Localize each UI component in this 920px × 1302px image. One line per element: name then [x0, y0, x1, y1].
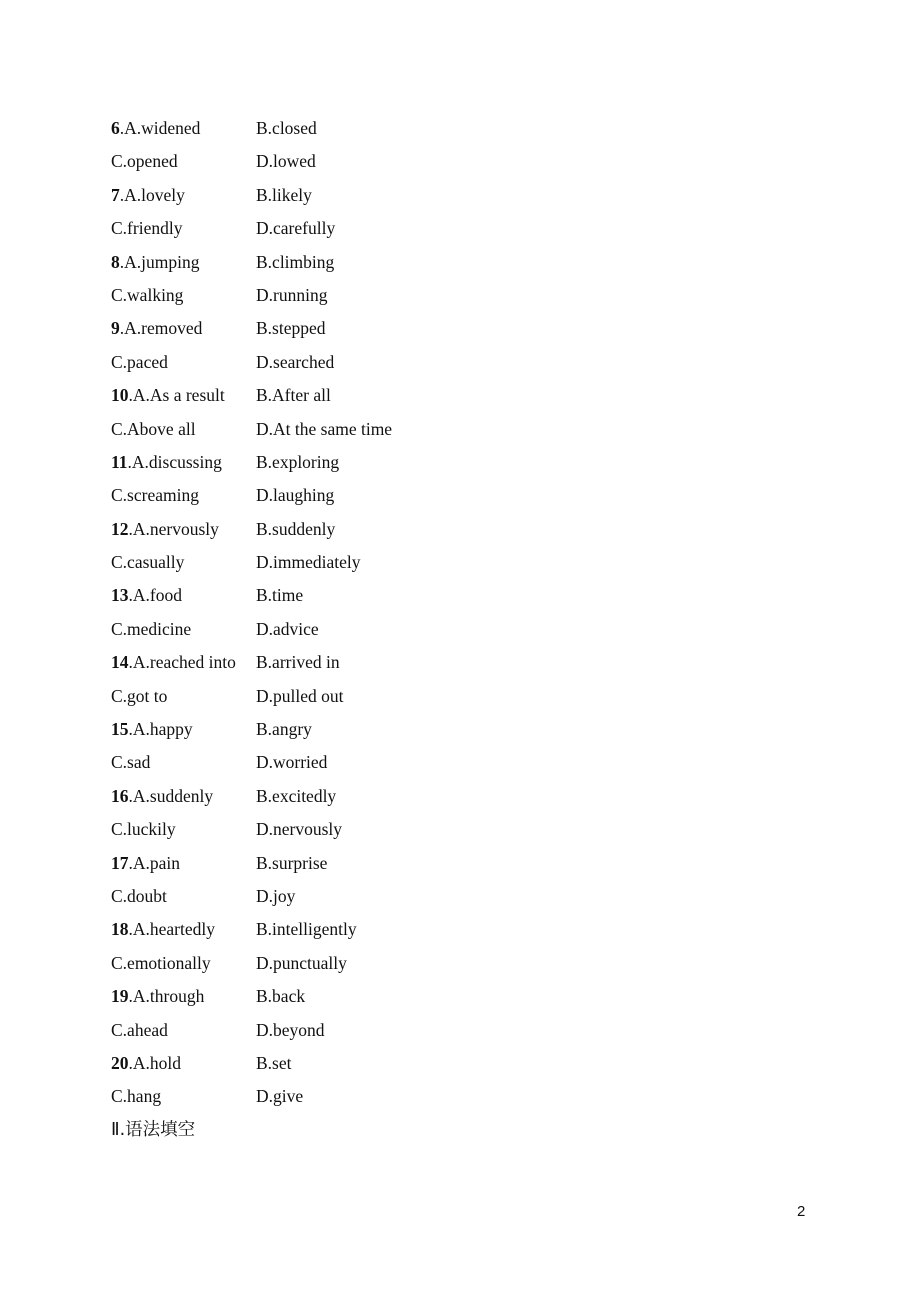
question-number: 10 — [111, 385, 129, 406]
question-row-ab — [111, 980, 711, 1013]
question-row-cd — [111, 212, 711, 245]
option-a — [111, 780, 213, 813]
option-d: D.give — [256, 1086, 304, 1107]
question-row-ab — [111, 312, 711, 345]
question-number: 12 — [111, 518, 129, 539]
question-number: 15 — [111, 719, 129, 740]
question-row-ab — [111, 379, 711, 412]
option-c: C.medicine — [111, 618, 192, 639]
option-b: B.exploring — [256, 451, 340, 472]
option-a-text: .A.heartedly — [128, 919, 215, 940]
option-a — [111, 179, 185, 212]
option-c: C.hang — [111, 1086, 162, 1107]
question-row-ab — [111, 646, 711, 679]
option-b: B.angry — [256, 719, 312, 740]
option-b: B.closed — [256, 118, 317, 138]
question-row-cd — [111, 413, 711, 446]
option-a — [111, 379, 225, 412]
question-number: 17 — [111, 852, 129, 873]
question-row-cd — [111, 145, 711, 178]
question-row-cd — [111, 680, 711, 713]
option-d: D.carefully — [256, 218, 336, 239]
option-b: B.intelligently — [256, 919, 357, 940]
option-a-text: .A.jumping — [119, 251, 200, 272]
question-row-ab — [111, 713, 711, 746]
option-d: D.running — [256, 284, 328, 305]
option-b: B.After all — [256, 385, 331, 406]
question-row-ab — [111, 246, 711, 279]
question-number: 9 — [111, 318, 120, 339]
option-c: C.paced — [111, 351, 168, 372]
question-number: 11 — [111, 451, 128, 472]
option-a — [111, 713, 193, 746]
option-d: D.worried — [256, 752, 328, 773]
option-a-text: .A.discussing — [127, 451, 222, 472]
option-a-text: .A.hold — [128, 1052, 181, 1073]
option-a-text: .A.removed — [119, 318, 203, 339]
option-c: C.ahead — [111, 1019, 168, 1040]
question-number: 6 — [111, 118, 120, 138]
option-a — [111, 446, 222, 479]
question-number: 18 — [111, 919, 129, 940]
option-c: C.luckily — [111, 819, 176, 840]
question-row-cd — [111, 1080, 711, 1113]
option-a — [111, 513, 219, 546]
option-b: B.set — [256, 1052, 292, 1073]
option-a — [111, 246, 199, 279]
question-number: 16 — [111, 785, 129, 806]
option-a — [111, 112, 200, 145]
question-row-cd — [111, 546, 711, 579]
option-a-text: .A.reached into — [128, 652, 236, 673]
option-a-text: .A.happy — [128, 719, 193, 740]
option-c: C.doubt — [111, 885, 167, 906]
question-number: 13 — [111, 585, 129, 606]
option-d: D.joy — [256, 885, 296, 906]
option-b: B.stepped — [256, 318, 326, 339]
question-number: 7 — [111, 184, 120, 205]
option-a — [111, 980, 204, 1013]
question-row-ab — [111, 112, 711, 145]
question-row-ab — [111, 513, 711, 546]
section-heading: Ⅱ.语法填空 — [111, 1120, 196, 1140]
option-d: D.nervously — [256, 819, 343, 840]
option-d: D.advice — [256, 618, 319, 639]
page-number: 2 — [797, 1203, 806, 1220]
option-d: D.pulled out — [256, 685, 344, 706]
question-row-cd — [111, 746, 711, 779]
question-row-ab — [111, 780, 711, 813]
option-b: B.suddenly — [256, 518, 336, 539]
option-b: B.arrived in — [256, 652, 340, 673]
question-row-cd — [111, 880, 711, 913]
question-row-cd — [111, 613, 711, 646]
option-c: C.screaming — [111, 485, 199, 506]
option-a-text: .A.As a result — [128, 385, 225, 406]
question-row-cd — [111, 813, 711, 846]
option-d: D.beyond — [256, 1019, 325, 1040]
option-a-text: .A.nervously — [128, 518, 219, 539]
option-a — [111, 646, 236, 679]
option-b: B.time — [256, 585, 304, 606]
option-a — [111, 913, 215, 946]
option-a-text: .A.through — [128, 986, 205, 1007]
option-a-text: .A.pain — [128, 852, 181, 873]
question-row-ab — [111, 446, 711, 479]
option-c: C.walking — [111, 284, 184, 305]
option-d: D.immediately — [256, 552, 361, 573]
option-d: D.lowed — [256, 151, 316, 172]
question-row-ab — [111, 913, 711, 946]
option-d: D.At the same time — [256, 418, 393, 439]
option-c: C.friendly — [111, 218, 183, 239]
option-b: B.likely — [256, 184, 312, 205]
question-number: 8 — [111, 251, 120, 272]
option-c: C.emotionally — [111, 952, 211, 973]
question-number: 19 — [111, 986, 129, 1007]
option-a — [111, 847, 180, 880]
option-c: C.Above all — [111, 418, 196, 439]
option-b: B.excitedly — [256, 785, 337, 806]
question-row-ab — [111, 847, 711, 880]
option-d: D.laughing — [256, 485, 335, 506]
option-a — [111, 579, 182, 612]
option-a-text: .A.widened — [119, 118, 201, 138]
option-a-text: .A.food — [128, 585, 182, 606]
question-row-cd — [111, 947, 711, 980]
question-row-cd — [111, 479, 711, 512]
option-d: D.punctually — [256, 952, 347, 973]
option-a — [111, 1047, 181, 1080]
option-c: C.casually — [111, 552, 185, 573]
question-row-cd — [111, 346, 711, 379]
option-b: B.surprise — [256, 852, 328, 873]
option-a-text: .A.suddenly — [128, 785, 214, 806]
question-row-cd — [111, 279, 711, 312]
option-c: C.got to — [111, 685, 168, 706]
question-row-ab — [111, 579, 711, 612]
question-row-ab — [111, 179, 711, 212]
option-b: B.climbing — [256, 251, 335, 272]
option-b: B.back — [256, 986, 306, 1007]
option-c: C.opened — [111, 151, 178, 172]
question-row-ab — [111, 1047, 711, 1080]
option-a-text: .A.lovely — [119, 184, 185, 205]
option-c: C.sad — [111, 752, 151, 773]
question-row-cd — [111, 1014, 711, 1047]
question-number: 20 — [111, 1052, 129, 1073]
question-list — [111, 112, 711, 1114]
question-number: 14 — [111, 652, 129, 673]
option-a — [111, 312, 202, 345]
option-d: D.searched — [256, 351, 335, 372]
